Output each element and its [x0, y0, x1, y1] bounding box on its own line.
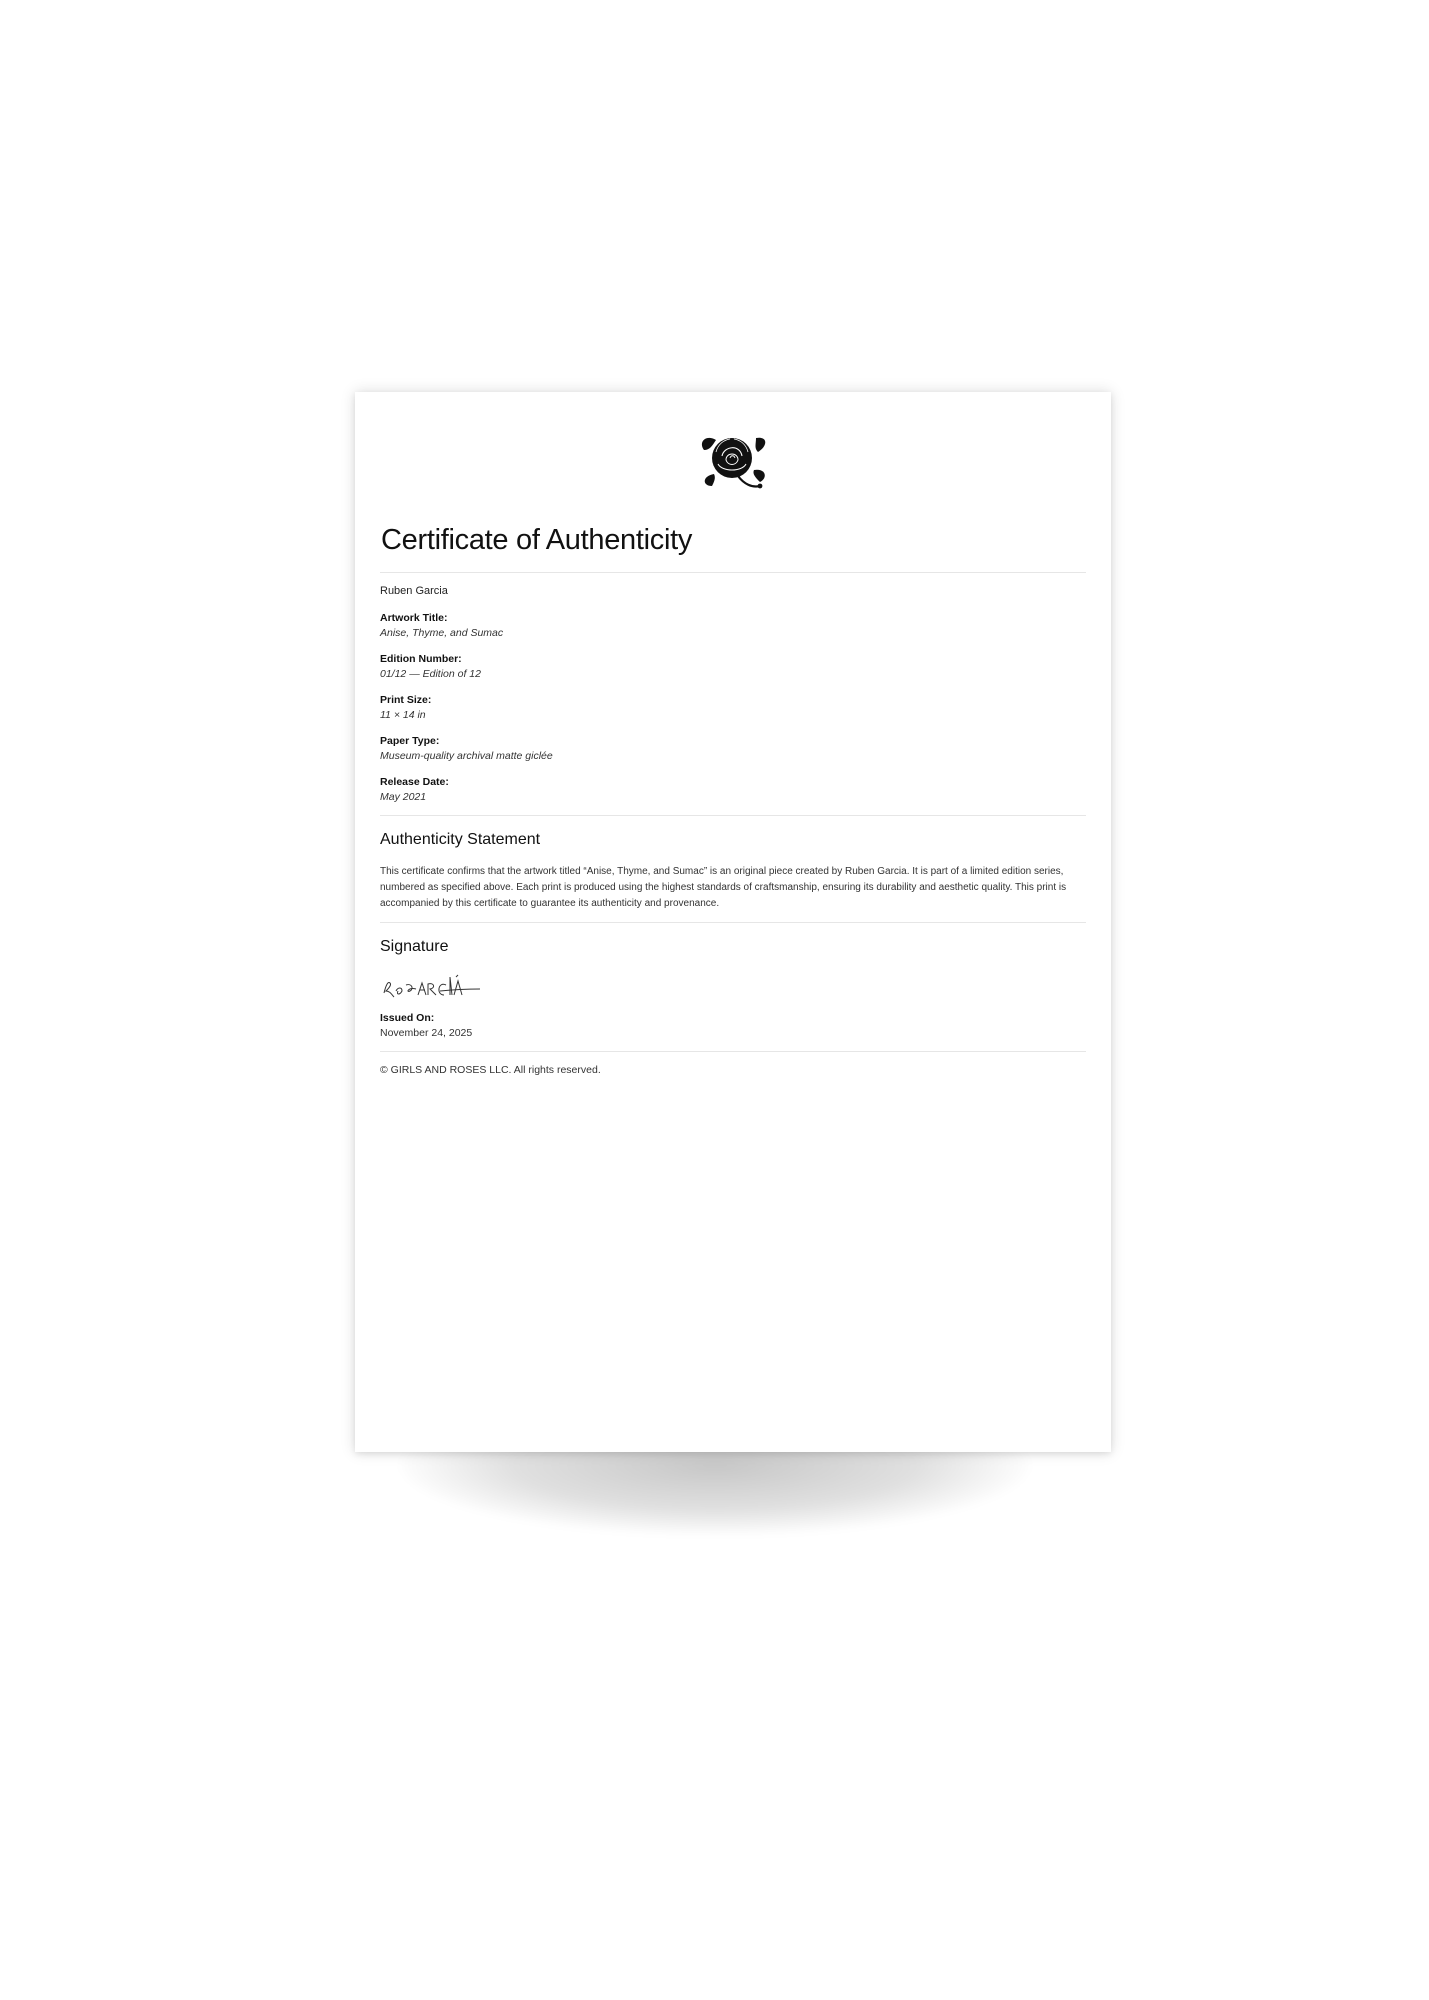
field-paper-type — [380, 734, 1086, 764]
page-title: Certificate of Authenticity — [381, 524, 693, 556]
statement-heading: Authenticity Statement — [380, 831, 541, 848]
field-value: 01/12 — Edition of 12 — [380, 668, 481, 680]
divider — [380, 922, 1086, 923]
divider — [380, 572, 1086, 573]
signature — [380, 967, 1086, 1003]
field-label: Release Date: — [380, 776, 449, 788]
handwritten-signature — [380, 967, 490, 1003]
field-label: Print Size: — [380, 694, 432, 706]
statement-body: This certificate confirms that the artwork titled “Anise, Thyme, and Sumac” is an original piece created by Ruben Garcia. It is part of a limited edition series, numbered as specified above. Each print is produced using the highest standards of craftsmanship, ensuring its durability and aesthetic quality. This print is accompanied by this certificate to guarantee its authenticity and provenance. — [380, 866, 1067, 909]
rose-icon — [696, 430, 770, 494]
divider — [380, 1051, 1086, 1052]
field-artwork-title — [380, 611, 1086, 641]
field-value: May 2021 — [380, 791, 427, 803]
field-label: Paper Type: — [380, 735, 440, 747]
issued-label: Issued On: — [380, 1012, 435, 1024]
field-value: Anise, Thyme, and Sumac — [380, 627, 504, 639]
artist-name: Ruben Garcia — [380, 585, 448, 597]
signature-heading: Signature — [380, 938, 449, 955]
field-release-date — [380, 775, 1086, 805]
logo — [380, 430, 1086, 500]
field-value: Museum-quality archival matte giclée — [380, 750, 553, 762]
divider — [380, 815, 1086, 816]
issued-date: November 24, 2025 — [380, 1027, 473, 1039]
certificate-sheet — [355, 392, 1111, 1452]
field-label: Edition Number: — [380, 653, 462, 665]
field-edition-number — [380, 652, 1086, 682]
footer-copyright: © GIRLS AND ROSES LLC. All rights reserved. — [380, 1064, 601, 1076]
field-value: 11 × 14 in — [380, 709, 426, 721]
field-print-size — [380, 693, 1086, 723]
field-label: Artwork Title: — [380, 612, 448, 624]
